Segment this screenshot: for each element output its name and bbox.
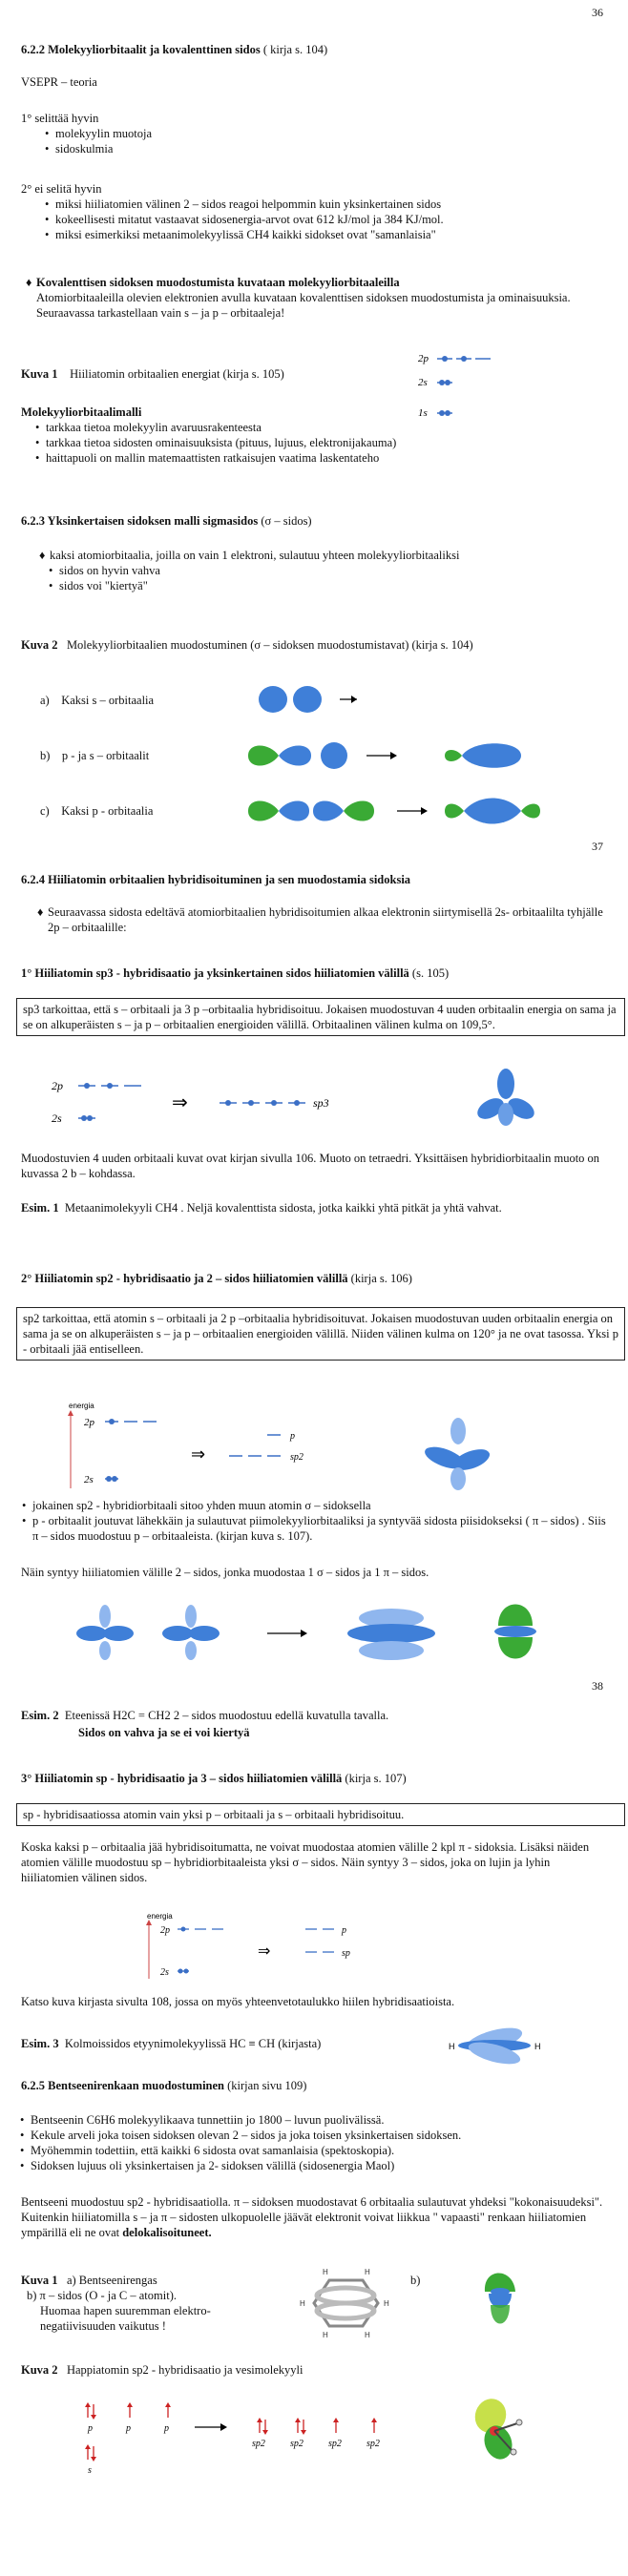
level-label: p xyxy=(290,1431,295,1442)
list-item: • sidos voi "kiertyä" xyxy=(59,578,607,593)
axis-label: energia xyxy=(69,1402,94,1410)
p-s-orbitals xyxy=(244,737,559,775)
row-letter: b) xyxy=(40,749,51,762)
example-text: Metaanimolekyyli CH4 . Neljä kovalenttista sidosta, jotka kaikki yhtä pitkät ja yhtä vahvat. xyxy=(64,1201,502,1215)
level-label: 2p xyxy=(52,1079,63,1092)
figure-label: Kuva 2 xyxy=(21,638,58,652)
orbital-label: sp2 xyxy=(290,2439,304,2449)
list-item: • jokainen sp2 - hybridiorbitaali sitoo yhden muun atomin σ – sidoksella xyxy=(32,1498,607,1513)
svg-text:H: H xyxy=(323,2268,328,2276)
co-pi-bond-figure xyxy=(477,2263,525,2339)
list-item: • Kekule arveli joka toisen sidoksen olevan 2 – sidos ja joka toisen yksinkertaisen sidoksen. xyxy=(31,2128,607,2143)
benzene-paragraph-bold: delokalisoituneet. xyxy=(122,2226,212,2239)
sp3-ref: (s. 105) xyxy=(411,966,450,980)
list-item: • Myöhemmin todettiin, että kaikki 6 sidosta ovat samanlaisia (spektoskopia). xyxy=(31,2143,607,2158)
page-number: 36 xyxy=(592,6,603,19)
example-label: Esim. 3 xyxy=(21,2037,59,2050)
level-label: 1s xyxy=(418,407,428,419)
figure-caption-b: b) π – sidos (O - ja C – atomit). xyxy=(27,2289,177,2302)
list-item: • sidos on hyvin vahva xyxy=(59,563,607,578)
level-label: sp3 xyxy=(313,1096,329,1110)
list-item: • miksi hiiliatomien välinen 2 – sidos reagoi helpommin kuin yksinkertainen sidos xyxy=(55,197,607,212)
diamond-item: ♦ Seuraavassa sidosta edeltävä atomiorbitaalien hybridisoitumien alkaa elektronin siirtymisellä 2s- orbitaalilta tyhjälle 2p – orbitaalille: xyxy=(48,904,607,935)
point-1: 1° selittää hyvin xyxy=(21,112,99,125)
orbital-label: sp2 xyxy=(366,2439,380,2449)
section-ref: (kirjan sivu 109) xyxy=(227,2079,307,2092)
list-item: • haittapuoli on mallin matemaattisten ratkaisujen vaatima laskentateho xyxy=(46,450,607,466)
figure-caption: a) Bentseenirengas xyxy=(66,2274,157,2287)
sp2-after-text: Näin syntyy hiiliatomien välille 2 – sidos, jonka muodostaa 1 σ – sidos ja 1 π – sidos. xyxy=(21,1566,429,1579)
section-title-suffix: (σ – sidos) xyxy=(261,514,312,528)
figure-label-b: b) xyxy=(410,2274,421,2287)
page-number: 38 xyxy=(592,1679,603,1693)
s-s-orbitals xyxy=(256,683,370,717)
model-title: Molekyyliorbitaalimalli xyxy=(21,405,142,419)
level-label: p xyxy=(342,1925,346,1936)
sp-definition-box: sp - hybridisaatiossa atomin vain yksi p – orbitaali ja s – orbitaali hybridisoituu. xyxy=(16,1803,625,1826)
level-label: 2s xyxy=(52,1111,62,1125)
level-label: 2p xyxy=(84,1417,94,1428)
sp3-after-text: Muodostuvien 4 uuden orbitaali kuvat ovat kirjan sivulla 106. Muoto on tetraedri. Yksittäisen hybridiorbitaalin muoto on kuvassa 2 b – kohdassa. xyxy=(21,1152,600,1180)
diamond-heading: ♦ Kovalenttisen sidoksen muodostumista kuvataan molekyyliorbitaaleilla xyxy=(36,275,607,290)
water-molecule-figure xyxy=(456,2395,542,2471)
svg-text:⇒: ⇒ xyxy=(172,1091,188,1113)
row-text: p - ja s – orbitaalit xyxy=(61,749,150,762)
row-letter: a) xyxy=(40,694,50,707)
axis-label: energia xyxy=(147,1912,173,1921)
svg-text:H: H xyxy=(323,2331,328,2339)
svg-text:⇒: ⇒ xyxy=(258,1942,271,1960)
example-label: Esim. 2 xyxy=(21,1709,59,1722)
svg-text:H: H xyxy=(365,2268,370,2276)
sp-after-text: Koska kaksi p – orbitaalia jää hybridisoitumatta, ne voivat muodostaa atomien välille 2 kpl π - sidoksia. Lisäksi näiden atomien välille muodostuu sp – hybridiorbitaaleista yksi σ – sidos. Näin syntyy 3 – sidos, joka on lujin ja lyhin hiiliatomien välinen sidos. xyxy=(21,1840,590,1884)
figure-label: Kuva 1 xyxy=(21,367,58,381)
orbital-label: p xyxy=(164,2423,169,2434)
sp-heading: 3° Hiiliatomin sp - hybridisaatio ja 3 – sidos hiiliatomien välillä xyxy=(21,1772,343,1785)
example-text: Eteenissä H2C = CH2 2 – sidos muodostuu edellä kuvatulla tavalla. xyxy=(64,1709,389,1722)
vsepr-label: VSEPR – teoria xyxy=(21,75,97,89)
level-label: 2s xyxy=(84,1474,94,1485)
list-item: • p - orbitaalit joutuvat lähekkäin ja sulautuvat piimolekyyliorbitaaliksi ja syntyvää sidosta piisidokseksi ( π – sidos) . Siis π – sidos muodostuu p – orbitaaleista. (kirjan kuva s. 107). xyxy=(32,1513,607,1544)
p-p-orbitals xyxy=(244,792,569,830)
svg-text:H: H xyxy=(365,2331,370,2339)
list-item: • molekyylin muotoja xyxy=(55,126,607,141)
sp-ref: (kirja s. 107) xyxy=(345,1772,407,1785)
benzene-ring-figure xyxy=(286,2267,410,2339)
sp3-hybridisation-diagram xyxy=(38,1070,573,1133)
orbital-label: sp2 xyxy=(252,2439,265,2449)
level-label: sp2 xyxy=(290,1452,304,1463)
list-item: • tarkkaa tietoa molekyylin avaruusrakenteesta xyxy=(46,420,607,435)
sp2-heading: 2° Hiiliatomin sp2 - hybridisaatio ja 2 – sidos hiiliatomien välillä xyxy=(21,1272,348,1285)
sp2-definition-box: sp2 tarkoittaa, että atomin s – orbitaali ja 2 p –orbitaalia hybridisoituvat. Jokaisen muodostuvan uuden orbitaalin energia on sama ja se on alkuperäisten s – ja p – orbitaalien energioiden välillä. Niiden välinen kulma on 120° ja ne ovat tasossa. Yksi p - orbitaali jää entiselleen. xyxy=(16,1307,625,1361)
figure-label: Kuva 1 xyxy=(21,2274,58,2287)
section-title: 6.2.4 Hiiliatomin orbitaalien hybridisoituminen ja sen muodostamia sidoksia xyxy=(21,873,411,886)
orbital-label: p xyxy=(126,2423,131,2434)
section-title: 6.2.3 Yksinkertaisen sidoksen malli sigmasidos xyxy=(21,514,259,528)
row-text: Kaksi p - orbitaalia xyxy=(61,804,154,818)
row-text: Kaksi s – orbitaalia xyxy=(61,694,155,707)
list-item: • miksi esimerkiksi metaanimolekyylissä CH4 kaikki sidokset ovat "samanlaisia" xyxy=(55,227,607,242)
list-item: • Sidoksen lujuus oli yksinkertaisen ja 2- sidoksen välillä (sidosenergia Maol) xyxy=(31,2158,607,2173)
example-bold-note: Sidos on vahva ja se ei voi kiertyä xyxy=(78,1726,250,1739)
sp3-definition-box: sp3 tarkoittaa, että s – orbitaali ja 3 p –orbitaalia hybridisoituu. Jokaisen muodostuvan 4 uuden orbitaalin energia on sama ja se on alkuperäisten s – ja p – orbitaalien energioiden välillä. Orbitaalinen välinen kulma on 109,5°. xyxy=(16,998,625,1036)
svg-text:H: H xyxy=(534,2042,541,2051)
benzene-paragraph: Bentseeni muodostuu sp2 - hybridisaatiolla. π – sidoksen muodostavat 6 orbitaalia sulautuvat yhdeksi "kokonaisuudeksi". Kuitenkin hiiliatomilla s – ja π – sidosten ulkopuolelle jäävät elektronit voivat liikkua " vapaasti" renkaan hiiliatomien ympärillä eli ne ovat xyxy=(21,2195,603,2239)
ethyne-figure xyxy=(447,2019,542,2072)
sp-hybridisation-diagram xyxy=(143,1912,391,1983)
svg-text:H: H xyxy=(300,2299,305,2308)
figure-caption: Molekyyliorbitaalien muodostuminen (σ – sidoksen muodostumistavat) (kirja s. 104) xyxy=(66,638,473,652)
svg-text:H: H xyxy=(384,2299,389,2308)
point-2: 2° ei selitä hyvin xyxy=(21,182,102,196)
list-item: • Bentseenin C6H6 molekyylikaava tunnettiin jo 1800 – luvun puolivälissä. xyxy=(31,2112,607,2128)
sp2-ref: (kirja s. 106) xyxy=(350,1272,412,1285)
figure-note: Huomaa hapen suuremman elektro-negatiivisuuden vaikutus ! xyxy=(40,2304,211,2333)
oxygen-sp2-diagram xyxy=(82,2385,407,2477)
pi-bond-formation-figure xyxy=(67,1595,563,1668)
example-label: Esim. 1 xyxy=(21,1201,59,1215)
svg-text:H: H xyxy=(449,2042,455,2051)
level-label: sp xyxy=(342,1948,350,1959)
row-letter: c) xyxy=(40,804,50,818)
list-item: • sidoskulmia xyxy=(55,141,607,156)
list-item: • tarkkaa tietoa sidosten ominaisuuksista (pituus, lujuus, elektronijakauma) xyxy=(46,435,607,450)
level-label: 2s xyxy=(418,377,428,388)
orbital-label: s xyxy=(88,2465,92,2476)
katso-note: Katso kuva kirjasta sivulta 108, jossa on myös yhteenvetotaulukko hiilen hybridisaatioista. xyxy=(21,1995,455,2008)
section-ref: ( kirja s. 104) xyxy=(262,43,328,56)
sp2-hybridisation-diagram xyxy=(67,1401,525,1492)
level-label: 2s xyxy=(160,1967,169,1978)
page-number: 37 xyxy=(592,840,603,853)
level-label: 2p xyxy=(160,1925,170,1936)
figure-caption: Hiiliatomin orbitaalien energiat (kirja s. 105) xyxy=(70,367,284,381)
svg-text:⇒: ⇒ xyxy=(191,1444,206,1465)
figure-caption: Happiatomin sp2 - hybridisaatio ja vesimolekyyli xyxy=(66,2363,304,2377)
section-title: 6.2.2 Molekyyliorbitaalit ja kovalenttinen sidos xyxy=(21,43,261,56)
diamond-item: ♦ kaksi atomiorbitaalia, joilla on vain 1 elektroni, sulautuu yhteen molekyyliorbitaaliksi xyxy=(50,548,607,563)
section-title: 6.2.5 Bentseenirenkaan muodostuminen xyxy=(21,2079,224,2092)
diamond-text: Atomiorbitaaleilla olevien elektronien avulla kuvataan kovalenttisen sidoksen muodostumista ja ominaisuuksia. Seuraavassa tarkastellaan vain s – ja p – orbitaaleja! xyxy=(36,291,571,320)
sp3-heading: 1° Hiiliatomin sp3 - hybridisaatio ja yksinkertainen sidos hiiliatomien välillä xyxy=(21,966,409,980)
example-text: Kolmoissidos etyynimolekyylissä HC ≡ CH (kirjasta) xyxy=(64,2037,322,2050)
level-label: 2p xyxy=(418,353,429,364)
figure-label: Kuva 2 xyxy=(21,2363,58,2377)
orbital-label: p xyxy=(88,2423,93,2434)
orbital-label: sp2 xyxy=(328,2439,342,2449)
list-item: • kokeellisesti mitatut vastaavat sidosenergia-arvot ovat 612 kJ/mol ja 384 KJ/mol. xyxy=(55,212,607,227)
